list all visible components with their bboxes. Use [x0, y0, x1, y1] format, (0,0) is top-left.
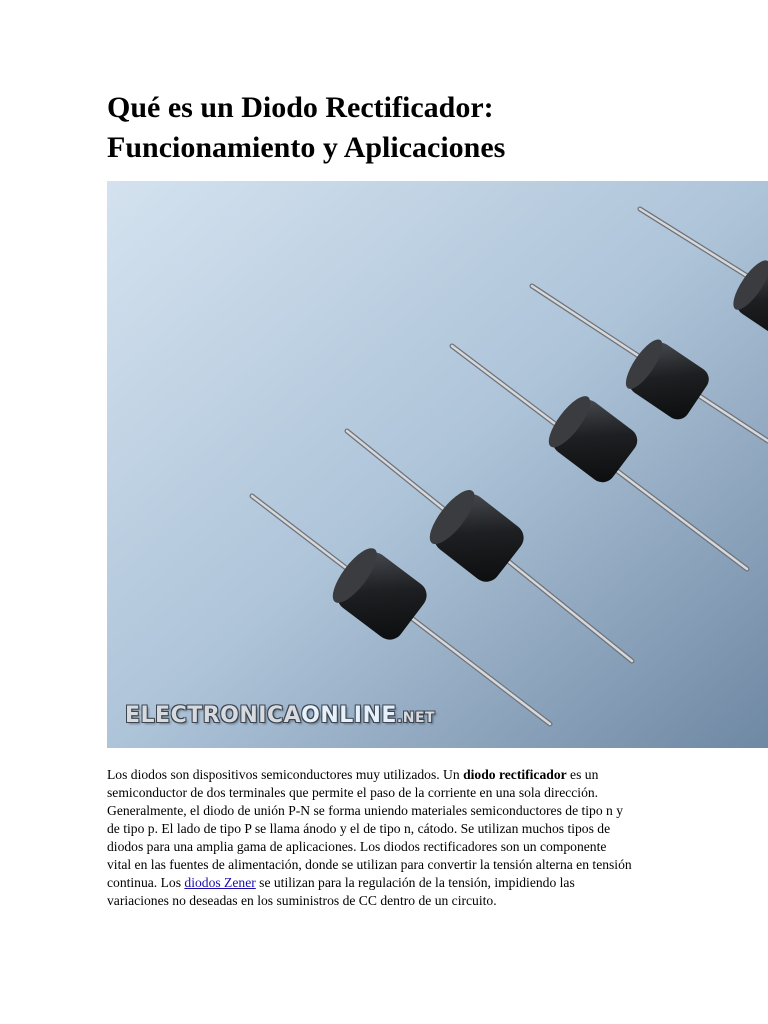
article-title [107, 88, 747, 168]
title-line-1: Qué es un Diodo Rectificador: [107, 91, 494, 124]
bold-term-diodo-rectificador: diodo rectificador [463, 767, 567, 782]
rectifier-diodes-photo [107, 181, 768, 748]
watermark-part-1: ELECTRONICA [125, 703, 302, 728]
diodes-illustration [107, 181, 768, 748]
title-line-2: Funcionamiento y Aplicaciones [107, 131, 506, 164]
paragraph-text-1: Los diodos son dispositivos semiconductores muy utilizados. Un [107, 767, 464, 782]
intro-paragraph [107, 766, 632, 910]
paragraph-text-2: es un semiconductor de dos terminales que permite el paso de la corriente en una sola dirección. Generalmente, el diodo de unión P-N se forma uniendo materiales semiconductores de tipo n y de tipo p. El lado de tipo P se llama ánodo y el de tipo n, cátodo. Se utilizan muchos tipos de diodos para una amplia gama de aplicaciones. Los diodos rectificadores son un componente vital en las fuentes de alimentación, donde se utilizan para convertir la tensión alterna en tensión continua. Los [107, 767, 632, 890]
electronicaonline-watermark-logo [125, 703, 435, 728]
paragraph-text-3: se utilizan para la regulación de la tensión, impidiendo las variaciones no deseadas en los suministros de CC dentro de un circuito. [107, 875, 575, 908]
watermark-part-2: ONLINE [301, 703, 397, 728]
watermark-part-3: .NET [396, 710, 436, 726]
diodos-zener-link[interactable]: diodos Zener [184, 875, 256, 890]
photo-background [107, 181, 768, 748]
